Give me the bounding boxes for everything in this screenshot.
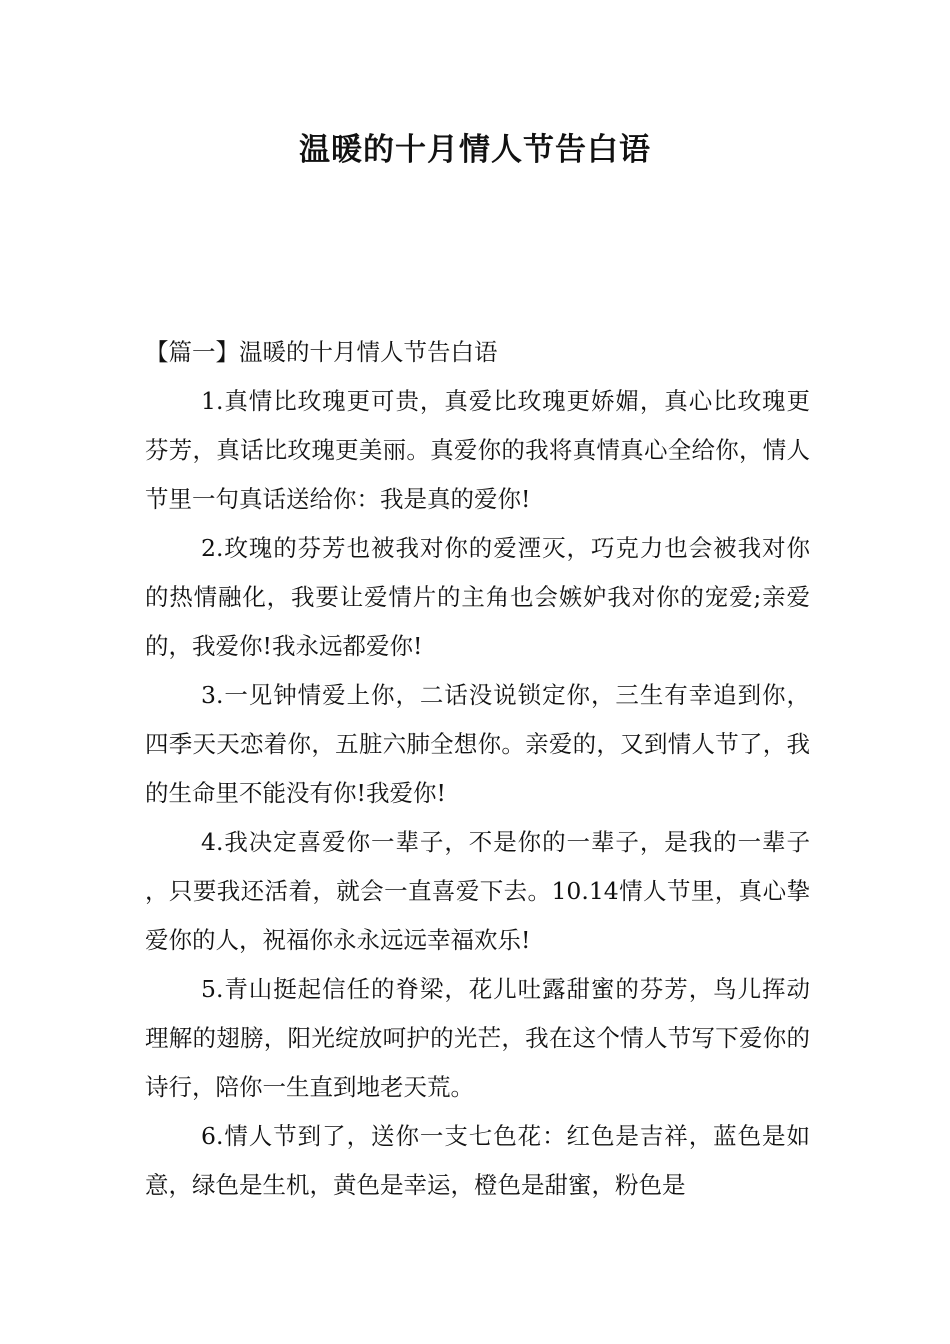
paragraph-6: 6.情人节到了，送你一支七色花：红色是吉祥，蓝色是如意，绿色是生机，黄色是幸运，橙色是甜蜜，粉色是 [145, 1122, 810, 1199]
paragraph-1: 1.真情比玫瑰更可贵，真爱比玫瑰更娇媚，真心比玫瑰更芬芳，真话比玫瑰更美丽。真爱你的我将真情真心全给你，情人节里一句真话送给你：我是真的爱你! [145, 387, 810, 513]
paragraph-5: 5.青山挺起信任的脊梁，花儿吐露甜蜜的芬芳，鸟儿挥动理解的翅膀，阳光绽放呵护的光芒，我在这个情人节写下爱你的诗行，陪你一生直到地老天荒。 [145, 975, 810, 1101]
section-heading: 【篇一】温暖的十月情人节告白语 [145, 338, 498, 366]
document-title: 温暖的十月情人节告白语 [299, 132, 651, 168]
document-body [145, 328, 810, 1210]
paragraph-3: 3.一见钟情爱上你，二话没说锁定你，三生有幸追到你，四季天天恋着你，五脏六肺全想你。亲爱的，又到情人节了，我的生命里不能没有你!我爱你! [145, 681, 810, 807]
paragraph-4: 4.我决定喜爱你一辈子，不是你的一辈子，是我的一辈子，只要我还活着，就会一直喜爱下去。10.14情人节里，真心挚爱你的人，祝福你永永远远幸福欢乐! [145, 828, 810, 954]
paragraph-2: 2.玫瑰的芬芳也被我对你的爱湮灭，巧克力也会被我对你的热情融化，我要让爱情片的主角也会嫉妒我对你的宠爱;亲爱的，我爱你!我永远都爱你! [145, 534, 810, 660]
